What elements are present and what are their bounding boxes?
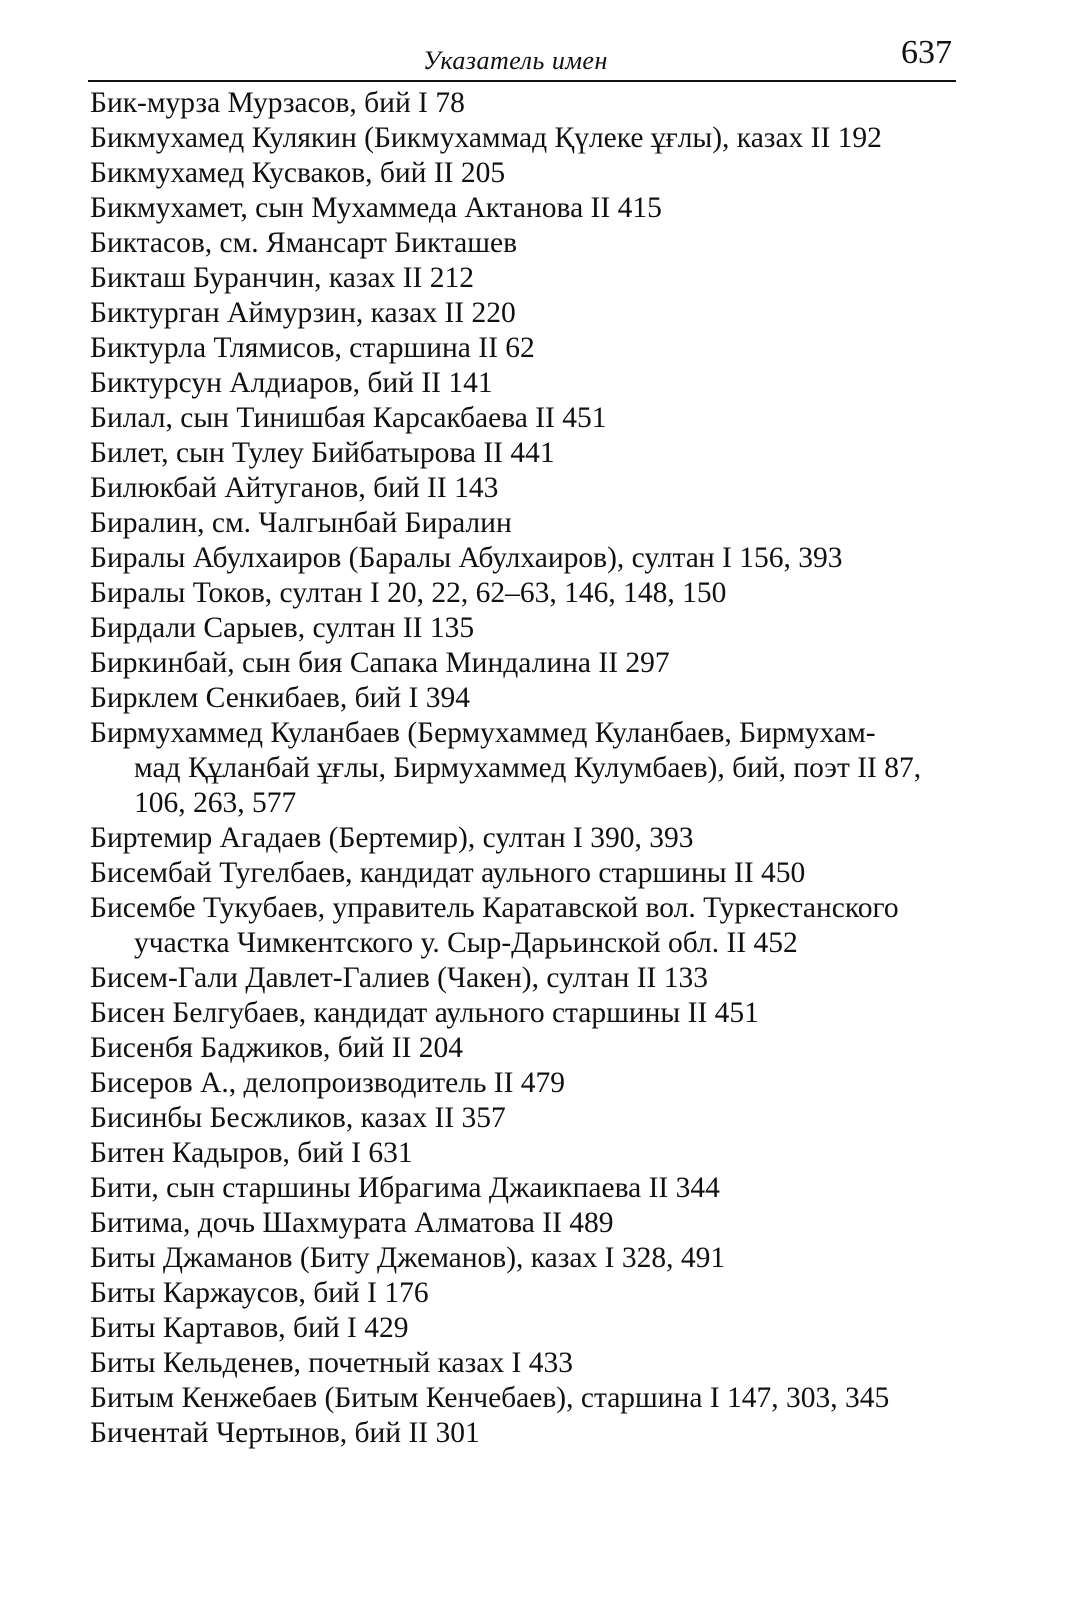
- index-entry: Билет, сын Тулеу Бийбатырова II 441: [90, 437, 555, 469]
- running-title: Указатель имен: [423, 46, 608, 75]
- index-entry: Бикмухамед Кусваков, бий II 205: [90, 157, 506, 189]
- index-entry: Битым Кенжебаев (Битым Кенчебаев), старшина I 147, 303, 345: [90, 1382, 890, 1414]
- index-entries: [90, 86, 970, 1451]
- index-entry: Биктурсун Алдиаров, бий II 141: [90, 367, 493, 399]
- index-entry: Биркинбай, сын бия Сапака Миндалина II 297: [90, 647, 670, 679]
- index-entry: Бисеров А., делопроизводитель II 479: [90, 1067, 566, 1099]
- index-entry: Бити, сын старшины Ибрагима Джаикпаева II 344: [90, 1172, 720, 1204]
- index-entry: Бисем-Гали Давлет-Галиев (Чакен), султан II 133: [90, 962, 708, 994]
- page-number: 637: [901, 34, 952, 71]
- index-entry: Бирклем Сенкибаев, бий I 394: [90, 682, 470, 714]
- index-entry: Бисен Белгубаев, кандидат аульного старшины II 451: [90, 997, 759, 1029]
- index-entry: Бикташ Буранчин, казах II 212: [90, 262, 474, 294]
- index-entry: Билал, сын Тинишбая Карсакбаева II 451: [90, 402, 607, 434]
- index-entry: Биктурган Аймурзин, казах II 220: [90, 297, 516, 329]
- index-entry: Биктурла Тлямисов, старшина II 62: [90, 332, 535, 364]
- index-entry: Бирдали Сарыев, султан II 135: [90, 612, 475, 644]
- index-entry: Бикмухамет, сын Мухаммеда Актанова II 415: [90, 192, 662, 224]
- page-header: [88, 34, 956, 80]
- index-entry: Бисембай Тугелбаев, кандидат аульного старшины II 450: [90, 857, 806, 889]
- index-entry: Бичентай Чертынов, бий II 301: [90, 1417, 480, 1449]
- index-entry: Биты Картавов, бий I 429: [90, 1312, 409, 1344]
- index-entry: Бикмухамед Кулякин (Бикмухаммад Қүлеке ұғлы), казах II 192: [90, 122, 882, 154]
- index-entry: Бик-мурза Мурзасов, бий I 78: [90, 87, 465, 119]
- index-entry: Биралы Абулхаиров (Баралы Абулхаиров), султан I 156, 393: [90, 542, 843, 574]
- index-entry: Битен Кадыров, бий I 631: [90, 1137, 413, 1169]
- index-entry: Бисенбя Баджиков, бий II 204: [90, 1032, 463, 1064]
- index-entry: Бисинбы Бесжликов, казах II 357: [90, 1102, 506, 1134]
- index-entry: Биты Каржаусов, бий I 176: [90, 1277, 429, 1309]
- index-entry: Биты Джаманов (Биту Джеманов), казах I 328, 491: [90, 1242, 726, 1274]
- index-entry: Биктасов, см. Ямансарт Бикташев: [90, 227, 518, 259]
- index-entry: Биралы Токов, султан I 20, 22, 62–63, 146, 148, 150: [90, 577, 727, 609]
- header-rule: [88, 80, 956, 82]
- index-entry: Биты Кельденев, почетный казах I 433: [90, 1347, 573, 1379]
- index-entry: Биртемир Агадаев (Бертемир), султан I 390, 393: [90, 822, 694, 854]
- index-entry: Бирмухаммед Куланбаев (Бермухаммед Куланбаев, Бирмухам- мад Құланбай ұғлы, Бирмухаммед Кулумбаев), бий, поэт II 87, 106, 263, 577: [90, 717, 922, 819]
- index-entry: Билюкбай Айтуганов, бий II 143: [90, 472, 499, 504]
- index-entry: Битима, дочь Шахмурата Алматова II 489: [90, 1207, 614, 1239]
- index-entry: Биралин, см. Чалгынбай Биралин: [90, 507, 512, 539]
- index-entry: Бисембе Тукубаев, управитель Каратавской вол. Туркестанского участка Чимкентского у. Сыр-Дарьинской обл. II 452: [90, 892, 899, 959]
